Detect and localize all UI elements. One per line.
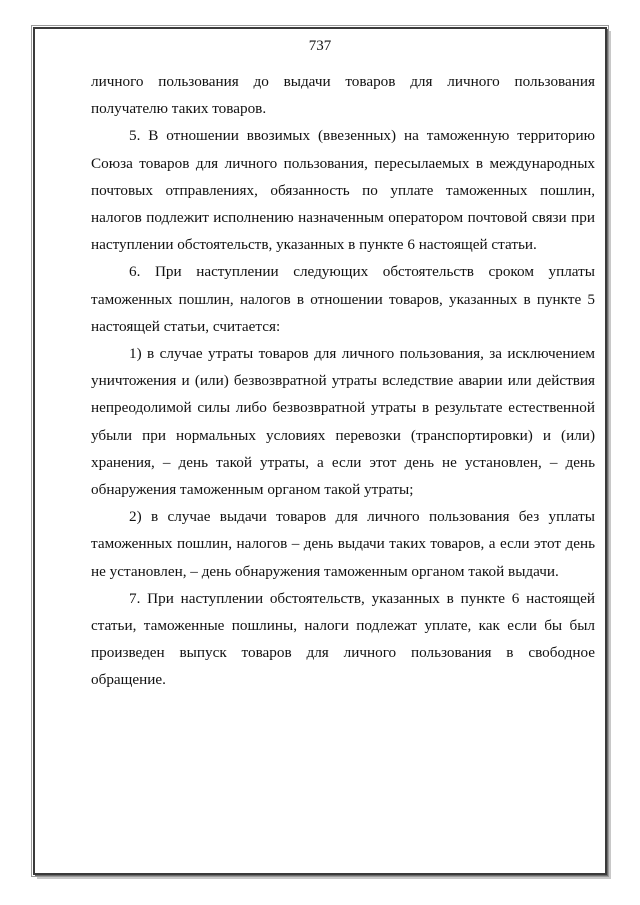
paragraph-item-5: 5. В отношении ввозимых (ввезенных) на таможенную территорию Союза товаров для личного пользования, пересылаемых в международных почтовых отправлениях, обязанность по уплате таможенных пошлин, налогов подлежит исполнению назначенным оператором почтовой связи при наступлении обстоятельств, указанных в пункте 6 настоящей статьи. (91, 127, 595, 254)
paragraph-continuation: личного пользования до выдачи товаров для личного пользования получателю таких товаров. (91, 73, 595, 118)
paragraph-item-6: 6. При наступлении следующих обстоятельств сроком уплаты таможенных пошлин, налогов в отношении товаров, указанных в пункте 5 настоящей статьи, считается: (91, 263, 595, 335)
page-number: 737 (308, 38, 332, 54)
document-body (91, 68, 595, 694)
paragraph-item-7: 7. При наступлении обстоятельств, указанных в пункте 6 настоящей статьи, таможенные пошлины, налоги подлежат уплате, как если бы был произведен выпуск товаров для личного пользования в свободное обращение. (91, 589, 595, 689)
paragraph-subitem-2: 2) в случае выдачи товаров для личного пользования без уплаты таможенных пошлин, налогов – день выдачи таких товаров, а если этот день не установлен, – день обнаружения таможенным органом такой выдачи. (91, 508, 595, 580)
paragraph-subitem-1: 1) в случае утраты товаров для личного пользования, за исключением уничтожения и (или) безвозвратной утраты вследствие аварии или действия непреодолимой силы либо безвозвратной утраты в результате естественной убыли при нормальных условиях перевозки (транспортировки) и (или) хранения, – день такой утраты, а если этот день не установлен, – день обнаружения таможенным органом такой утраты; (91, 345, 595, 499)
